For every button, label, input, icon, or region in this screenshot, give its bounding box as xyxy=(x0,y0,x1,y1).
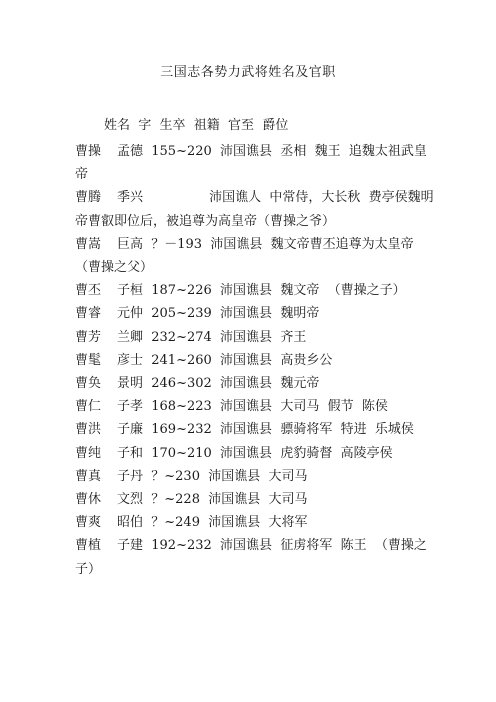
entry-name: 曹睿 xyxy=(75,306,102,322)
entry-row xyxy=(75,488,437,511)
entry-name: 曹芳 xyxy=(75,329,102,345)
entry-row xyxy=(75,418,437,441)
entry-details: 子桓 187~226 沛国谯县 魏文帝 （曹操之子） xyxy=(117,283,406,299)
entry-name: 曹操 xyxy=(75,144,102,159)
column-header-row: 姓名 字 生卒 祖籍 官至 爵位 xyxy=(104,118,289,133)
entry-name: 曹休 xyxy=(75,492,102,508)
entry-details: 文烈 ？~228 沛国谯县 大司马 xyxy=(117,492,308,508)
entry-row xyxy=(75,349,437,372)
entry-details: 彦士 241~260 沛国谯县 高贵乡公 xyxy=(117,352,333,368)
entry-details: 子丹 ？~230 沛国谯县 大司马 xyxy=(117,468,308,484)
entry-details: 兰卿 232~274 沛国谯县 齐王 xyxy=(117,329,307,345)
entry-row xyxy=(75,395,437,418)
entry-details: 子建 192~232 沛国谯县 征虏将军 陈王 （曹操之子） xyxy=(75,538,427,577)
entry-row xyxy=(75,186,437,232)
entry-row xyxy=(75,140,437,186)
entry-row xyxy=(75,279,437,302)
entry-details: 巨高 ？－193 沛国谯县 魏文帝曹丕追尊为太皇帝 （曹操之父） xyxy=(75,236,418,276)
entry-name: 曹纯 xyxy=(75,445,102,461)
entry-name: 曹腾 xyxy=(75,190,102,206)
entry-name: 曹植 xyxy=(75,538,102,554)
entry-details: 子和 170~210 沛国谯县 虎豹骑督 高陵亭侯 xyxy=(117,445,393,461)
entry-name: 曹嵩 xyxy=(75,236,102,252)
entry-list xyxy=(75,140,437,581)
entry-details: 景明 246~302 沛国谯县 魏元帝 xyxy=(117,376,320,392)
entry-details: 昭伯 ？~249 沛国谯县 大将军 xyxy=(117,515,308,531)
entry-name: 曹髦 xyxy=(75,352,102,368)
entry-details: 季兴 沛国谯人 中常侍，大长秋 费亭侯魏明帝曹叡即位后，被追尊为高皇帝（曹操之爷） xyxy=(75,190,434,229)
document-title: 三国志各势力武将姓名及官职 xyxy=(160,65,336,80)
entry-name: 曹丕 xyxy=(75,283,102,299)
entry-details: 子廉 169~232 沛国谯县 骠骑将军 特进 乐城侯 xyxy=(117,422,414,438)
entry-row xyxy=(75,326,437,349)
entry-row xyxy=(75,534,437,580)
entry-row xyxy=(75,372,437,395)
entry-row xyxy=(75,465,437,488)
entry-details: 元仲 205~239 沛国谯县 魏明帝 xyxy=(117,306,320,322)
entry-name: 曹洪 xyxy=(75,422,102,438)
entry-name: 曹爽 xyxy=(75,515,102,531)
entry-row xyxy=(75,511,437,534)
entry-name: 曹仁 xyxy=(75,399,102,415)
entry-row xyxy=(75,302,437,325)
entry-row xyxy=(75,442,437,465)
entry-row xyxy=(75,233,437,279)
entry-name: 曹真 xyxy=(75,468,102,484)
entry-details: 子孝 168~223 沛国谯县 大司马 假节 陈侯 xyxy=(117,399,388,415)
entry-details: 孟德 155~220 沛国谯县 丞相 魏王 追魏太祖武皇帝 xyxy=(75,144,427,183)
entry-name: 曹奂 xyxy=(75,376,102,392)
